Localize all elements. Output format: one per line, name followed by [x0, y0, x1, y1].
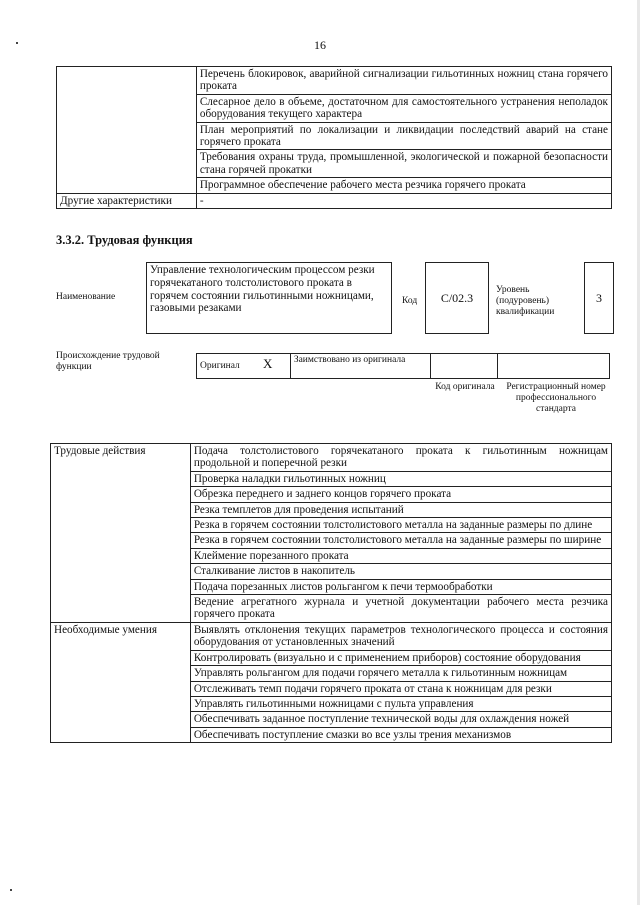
action-item: Сталкивание листов в накопитель: [190, 564, 611, 579]
knowledge-table: [56, 66, 612, 209]
action-item: Резка темплетов для проведения испытаний: [190, 502, 611, 517]
scan-mark: [10, 889, 12, 891]
level-box: 3: [584, 262, 614, 334]
name-label: Наименование: [56, 292, 116, 302]
original-mark: X: [263, 356, 273, 371]
knowledge-item: Требования охраны труда, промышленной, экологической и пожарной безопасности стана горячей прокатки: [196, 150, 611, 178]
reg-number-cell: [498, 354, 610, 379]
original-cell: [197, 354, 291, 379]
code-box: C/02.3: [425, 262, 489, 334]
other-characteristics-label: Другие характеристики: [57, 193, 197, 208]
table-row: [197, 354, 610, 379]
reg-number-caption: Регистрационный номер профессионального стандарта: [506, 382, 606, 414]
other-characteristics-value: -: [196, 193, 611, 208]
function-name-box: Управление технологическим процессом резки горячекатаного толстолистового проката в горячем состоянии гильотинными ножницами, газовыми резаками: [146, 262, 392, 334]
table-row: [57, 193, 612, 208]
action-item: Проверка наладки гильотинных ножниц: [190, 471, 611, 486]
labor-function-table: [50, 443, 612, 743]
actions-label: Трудовые действия: [51, 444, 191, 623]
knowledge-item: Программное обеспечение рабочего места резчика горячего проката: [196, 178, 611, 193]
skills-label: Необходимые умения: [51, 622, 191, 742]
borrowed-label: Заимствовано из оригинала: [290, 354, 430, 379]
skill-item: Отслеживать темп подачи горячего проката от стана к ножницам для резки: [190, 681, 611, 696]
action-item: Обрезка переднего и заднего концов горячего проката: [190, 487, 611, 502]
table-row: [51, 622, 612, 650]
skill-item: Управлять гильотинными ножницами с пульта управления: [190, 696, 611, 711]
knowledge-item: План мероприятий по локализации и ликвидации последствий аварий на стане горячего проката: [196, 122, 611, 150]
knowledge-item: Перечень блокировок, аварийной сигнализации гильотинных ножниц стана горячего проката: [196, 67, 611, 95]
action-item: Ведение агрегатного журнала и учетной документации рабочего места резчика горячего проката: [190, 595, 611, 623]
table-row: [51, 444, 612, 472]
action-item: Резка в горячем состоянии толстолистового металла на заданные размеры по длине: [190, 518, 611, 533]
code-original-caption: Код оригинала: [435, 382, 495, 392]
table-row: [57, 67, 612, 95]
origin-table: [196, 353, 610, 379]
action-item: Резка в горячем состоянии толстолистового металла на заданные размеры по ширине: [190, 533, 611, 548]
skill-item: Обеспечивать поступление смазки во все узлы трения механизмов: [190, 727, 611, 742]
skill-item: Управлять рольгангом для подачи горячего металла к гильотинным ножницам: [190, 666, 611, 681]
level-label: Уровень (подуровень) квалификации: [496, 285, 555, 317]
action-item: Подача порезанных листов рольгангом к печи термообработки: [190, 579, 611, 594]
action-item: Подача толстолистового горячекатаного проката к гильотинным ножницам продольной и поперечной резки: [190, 444, 611, 472]
origin-label: Происхождение трудовой функции: [56, 351, 160, 372]
code-label: Код: [402, 296, 418, 306]
skill-item: Контролировать (визуально и с применением приборов) состояние оборудования: [190, 650, 611, 665]
skill-item: Обеспечивать заданное поступление технической воды для охлаждения ножей: [190, 712, 611, 727]
action-item: Клеймение порезанного проката: [190, 548, 611, 563]
blank-cell: [57, 67, 197, 194]
code-original-cell: [430, 354, 498, 379]
page-number: 16: [314, 38, 326, 52]
knowledge-item: Слесарное дело в объеме, достаточном для самостоятельного устранения неполадок оборудования текущего характера: [196, 94, 611, 122]
section-title: 3.3.2. Трудовая функция: [56, 233, 193, 247]
skill-item: Выявлять отклонения текущих параметров технологического процесса и состояния оборудования от установленных значений: [190, 622, 611, 650]
original-label: Оригинал: [200, 360, 240, 371]
